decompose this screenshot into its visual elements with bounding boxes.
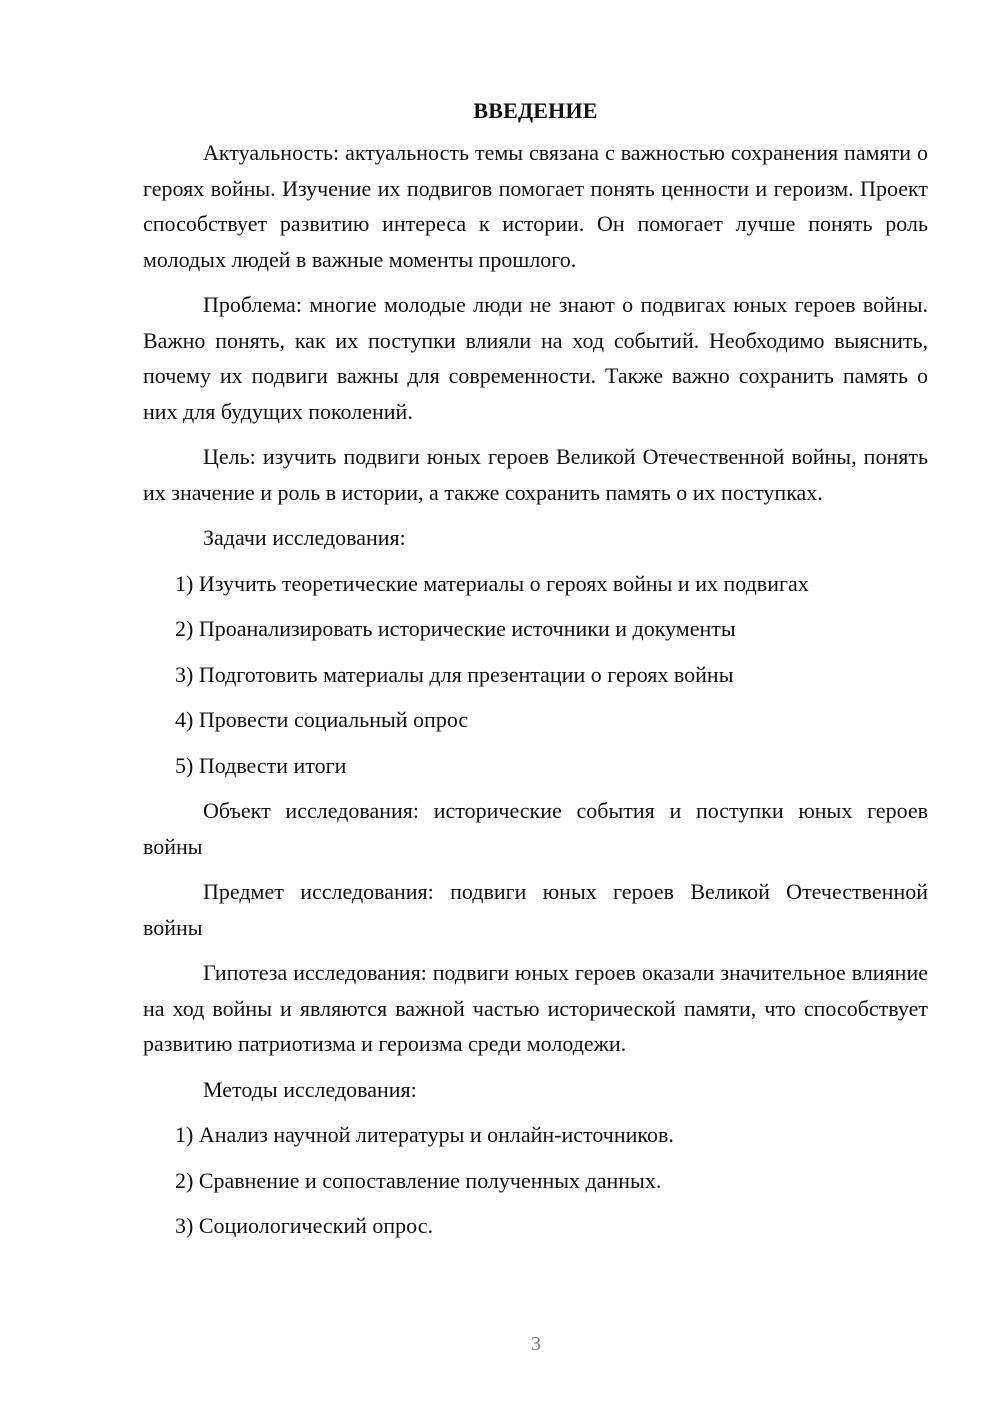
task-item: 5) Подвести итоги bbox=[175, 752, 347, 778]
task-item: 1) Изучить теоретические материалы о героях войны и их подвигах bbox=[175, 570, 809, 596]
task-item: 3) Подготовить материалы для презентации о героях войны bbox=[175, 661, 734, 687]
page-number: 3 bbox=[531, 1333, 541, 1355]
task-item: 4) Провести социальный опрос bbox=[175, 707, 469, 732]
hypothesis-paragraph: Гипотеза исследования: подвиги юных героев оказали значительное влияние на ход войны и являются важной частью исторической памяти, что способствует развитию патриотизма и героизма среди молодежи. bbox=[143, 960, 928, 1056]
method-item: 2) Сравнение и сопоставление полученных данных. bbox=[175, 1167, 662, 1193]
object-paragraph: Объект исследования: исторические события и поступки юных героев войны bbox=[143, 798, 928, 859]
methods-list bbox=[143, 1117, 928, 1244]
method-item: 1) Анализ научной литературы и онлайн-источников. bbox=[175, 1122, 674, 1147]
problem-paragraph: Проблема: многие молодые люди не знают о подвигах юных героев войны. Важно понять, как их поступки влияли на ход событий. Необходимо выяснить, почему их подвиги важны для современности. Также важно сохранить память о них для будущих поколений. bbox=[143, 292, 928, 424]
methods-heading: Методы исследования: bbox=[203, 1076, 417, 1102]
tasks-heading: Задачи исследования: bbox=[203, 525, 406, 550]
subject-paragraph: Предмет исследования: подвиги юных героев Великой Отечественной войны bbox=[143, 879, 928, 940]
page-title: ВВЕДЕНИЕ bbox=[473, 98, 598, 123]
document-page bbox=[143, 95, 928, 1254]
goal-paragraph: Цель: изучить подвиги юных героев Великой Отечественной войны, понять их значение и роль в истории, а также сохранить память о их поступках. bbox=[143, 444, 928, 505]
method-item: 3) Социологический опрос. bbox=[175, 1213, 433, 1238]
relevance-paragraph: Актуальность: актуальность темы связана с важностью сохранения памяти о героях войны. Изучение их подвигов помогает понять ценности и героизм. Проект способствует развитию интереса к истории. Он помогает лучше понять роль молодых людей в важные моменты прошлого. bbox=[143, 140, 928, 272]
tasks-list bbox=[143, 566, 928, 784]
task-item: 2) Проанализировать исторические источники и документы bbox=[175, 616, 736, 641]
